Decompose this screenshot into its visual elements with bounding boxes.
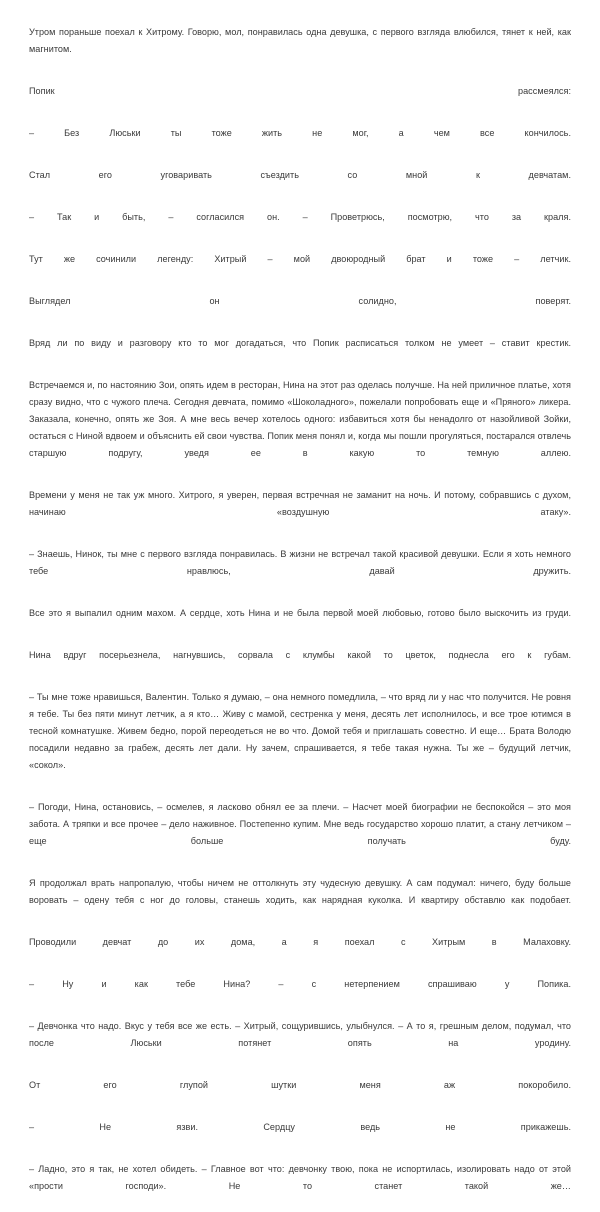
document-paragraph: Вряд ли по виду и разговору кто то мог догадаться, что Попик расписаться толком не умеет – ставит крестик. <box>29 338 571 348</box>
document-paragraph: – Ладно, это я так, не хотел обидеть. – Главное вот что: девчонку твою, пока не испортилась, изолировать надо от этой «прости господи». Не то станет такой же… <box>29 1164 571 1191</box>
document-paragraph: Тут же сочинили легенду: Хитрый – мой двоюродный брат и тоже – летчик. <box>29 254 571 264</box>
document-paragraph: – Ну и как тебе Нина? – с нетерпением спрашиваю у Попика. <box>29 979 571 989</box>
document-paragraph: – Ты мне тоже нравишься, Валентин. Только я думаю, – она немного помедлила, – что вряд ли у нас что получится. Не ровня я тебе. Ты без пяти минут летчик, а я кто… Живу с мамой, сестренка у меня, десять лет исполнилось, и все трое ютимся в тесной комнатушке. Живем бедно, порой переодеться не во что. Домой тебя и приглашать совестно. И еще… Брата Володю посадили недавно за грабеж, десять лет дали. Ну зачем, спрашивается, я тебе такая нужна. Ты же – будущий летчик, «сокол». <box>29 692 571 770</box>
document-paragraph: Выглядел он солидно, поверят. <box>29 296 571 306</box>
document-paragraph: – Не язви. Сердцу ведь не прикажешь. <box>29 1122 571 1132</box>
document-paragraph: Нина вдруг посерьезнела, нагнувшись, сорвала с клумбы какой то цветок, поднесла его к губам. <box>29 650 571 660</box>
document-paragraph: Времени у меня не так уж много. Хитрого, я уверен, первая встречная не заманит на ночь. И потому, собравшись с духом, начинаю «воздушную атаку». <box>29 490 571 517</box>
document-paragraph: – Без Люськи ты тоже жить не мог, а чем все кончилось. <box>29 128 571 138</box>
document-paragraph: Встречаемся и, по настоянию Зои, опять идем в ресторан, Нина на этот раз оделась получше. На ней приличное платье, хотя сразу видно, что с чужого плеча. Сегодня девчата, помимо «Шоколадного», пожелали попробовать еще и «Пряного» ликера. Заказала, конечно, опять же Зоя. А мне весь вечер хотелось одного: избавиться хотя бы ненадолго от назойливой Зойки, остаться с Ниной вдвоем и объяснить ей свои чувства. Попик меня понял и, когда мы пошли прогуляться, постарался отвлечь старшую подругу, уведя ее в какую то темную аллею. <box>29 380 571 458</box>
document-paragraph: – Знаешь, Нинок, ты мне с первого взгляда понравилась. В жизни не встречал такой красивой девушки. Если я хоть немного тебе нравлюсь, давай дружить. <box>29 549 571 576</box>
document-paragraph: – Погоди, Нина, остановись, – осмелев, я ласково обнял ее за плечи. – Насчет моей биографии не беспокойся – это моя забота. А тряпки и все прочее – дело наживное. Постепенно купим. Мне ведь государство хорошо платит, а стану летчиком – еще больше получать буду. <box>29 802 571 846</box>
document-paragraph: От его глупой шутки меня аж покоробило. <box>29 1080 571 1090</box>
document-paragraph: Все это я выпалил одним махом. А сердце, хоть Нина и не была первой моей любовью, готово было выскочить из груди. <box>29 608 571 618</box>
document-paragraph: – Девчонка что надо. Вкус у тебя все же есть. – Хитрый, сощурившись, улыбнулся. – А то я, грешным делом, подумал, что после Люськи потянет опять на уродину. <box>29 1021 571 1048</box>
document-paragraph: Утром пораньше поехал к Хитрому. Говорю, мол, понравилась одна девушка, с первого взгляда влюбился, тянет к ней, как магнитом. <box>29 27 571 54</box>
document-paragraph: Я продолжал врать напропалую, чтобы ничем не оттолкнуть эту чудесную девушку. А сам подумал: ничего, буду больше воровать – одену тебя с ног до головы, станешь ходить, как нарядная куколка. И квартиру обставлю как подобает. <box>29 878 571 905</box>
document-paragraph: – Так и быть, – согласился он. – Проветрюсь, посмотрю, что за краля. <box>29 212 571 222</box>
document-text-body <box>29 24 571 1212</box>
document-paragraph: Попик рассмеялся: <box>29 86 571 96</box>
document-paragraph: Стал его уговаривать съездить со мной к девчатам. <box>29 170 571 180</box>
document-paragraph: Проводили девчат до их дома, а я поехал с Хитрым в Малаховку. <box>29 937 571 947</box>
